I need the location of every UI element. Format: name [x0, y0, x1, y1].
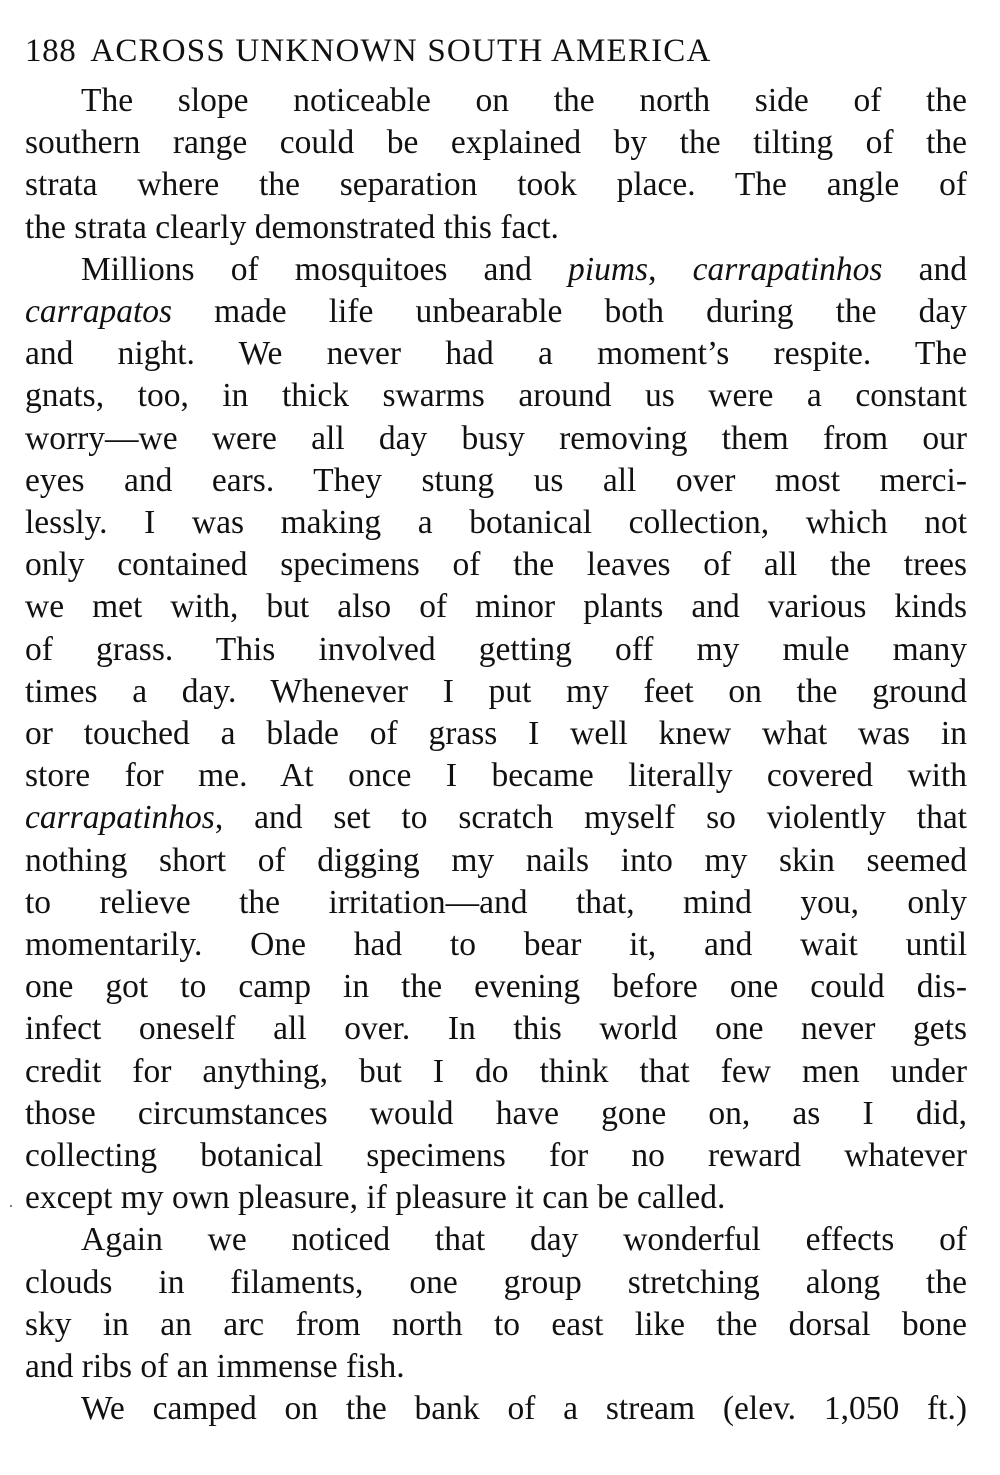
text-line: to relieve the irritation—and that, mind you, only [25, 883, 967, 921]
text-line [25, 797, 967, 839]
text-line: credit for anything, but I do think that few men under [25, 1052, 967, 1090]
text-line: times a day. Whenever I put my feet on the ground [25, 672, 967, 710]
text-line: store for me. At once I became literally covered with [25, 757, 967, 795]
italic-term: carrapatos [25, 293, 173, 331]
text-line: we met with, but also of minor plants and various kinds [25, 588, 967, 626]
text-line [25, 249, 967, 291]
page-number: 188 [25, 33, 77, 69]
running-title: ACROSS UNKNOWN SOUTH AMERICA [90, 33, 712, 69]
paragraph [25, 249, 967, 1220]
text-line: those circumstances would have gone on, as I did, [25, 1094, 967, 1132]
text-line: one got to camp in the evening before one could dis- [25, 968, 967, 1006]
text-line: except my own pleasure, if pleasure it can be called. [25, 1179, 726, 1217]
text-line: the strata clearly demonstrated this fact. [25, 208, 559, 246]
text-line: of grass. This involved getting off my mule many [25, 630, 967, 668]
text-line: southern range could be explained by the tilting of the [25, 124, 967, 162]
italic-term: piums [568, 250, 649, 288]
text-line: We camped on the bank of a stream (elev. 1,050 ft.) [81, 1390, 967, 1428]
text-line: and ribs of an immense fish. [25, 1348, 405, 1386]
text-segment: Millions of mosquitoes and [81, 250, 569, 288]
text-line: sky in an arc from north to east like the dorsal bone [25, 1305, 967, 1343]
text-line: only contained specimens of the leaves of all the trees [25, 546, 967, 584]
book-page [25, 26, 967, 1431]
paragraph [25, 1388, 967, 1430]
italic-term: carrapatinhos [692, 250, 883, 288]
text-line: gnats, too, in thick swarms around us were a constant [25, 377, 967, 415]
body-text [25, 80, 967, 1431]
text-line: infect oneself all over. In this world one never gets [25, 1010, 967, 1048]
text-segment: , [648, 250, 693, 288]
text-line: lessly. I was making a botanical collection, which not [25, 504, 967, 542]
text-line: collecting botanical specimens for no reward whatever [25, 1137, 967, 1175]
running-head [25, 26, 967, 76]
paragraph [25, 1219, 967, 1388]
text-line [25, 291, 967, 333]
paragraph [25, 80, 967, 249]
text-line: or touched a blade of grass I well knew what was in [25, 715, 967, 753]
italic-term: carrapatinhos [25, 799, 215, 837]
text-line: Again we noticed that day wonderful effects of [81, 1221, 967, 1259]
text-line: worry—we were all day busy removing them from our [25, 419, 967, 457]
text-line: nothing short of digging my nails into my skin seemed [25, 841, 967, 879]
text-segment: , and set to scratch myself so violently that [214, 799, 967, 837]
text-line: eyes and ears. They stung us all over most merci- [25, 461, 967, 499]
text-segment: made life unbearable both during the day [172, 293, 967, 331]
text-line: momentarily. One had to bear it, and wait until [25, 926, 967, 964]
margin-speck [10, 1205, 12, 1207]
text-line: and night. We never had a moment’s respite. The [25, 335, 967, 373]
text-line: The slope noticeable on the north side of the [81, 82, 967, 119]
text-segment: and [882, 250, 968, 288]
text-line: strata where the separation took place. The angle of [25, 166, 967, 204]
text-line: clouds in filaments, one group stretching along the [25, 1263, 967, 1301]
